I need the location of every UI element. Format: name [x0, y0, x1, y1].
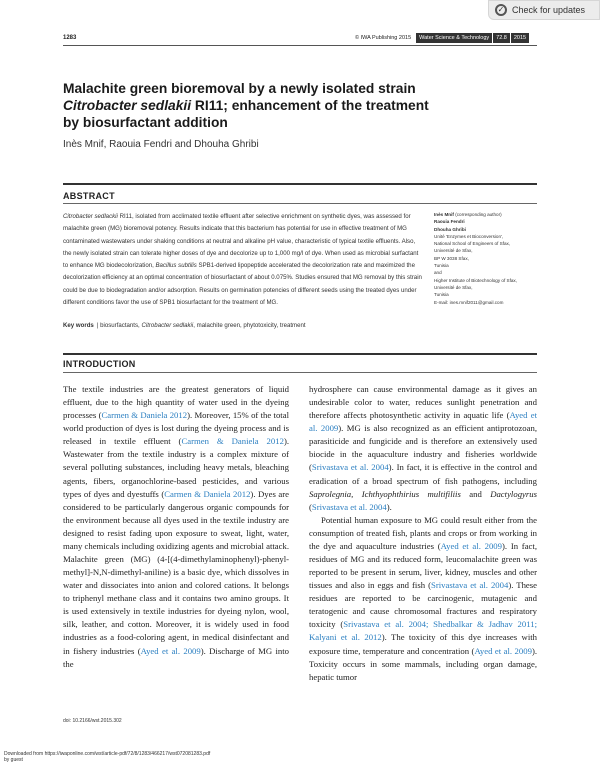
journal-year: 2015	[511, 33, 529, 43]
affil-author-2: Raouia Fendri	[434, 219, 465, 225]
abstract-top-rule	[63, 183, 537, 185]
keywords-species: Citrobacter sedlakii	[141, 322, 194, 329]
author-affiliations	[434, 211, 544, 306]
citation-link[interactable]: Srivastava et al. 2004; Shedbalkar & Jadhav 2011; Kalyani et al. 2012	[309, 619, 537, 643]
citation-link[interactable]: Srivastava et al. 2004	[311, 501, 387, 512]
text-run: The textile industries are the greatest generators of liquid effluent, due to the high quantity of water used in the dyeing processes (	[63, 384, 289, 421]
affil-line: and	[434, 270, 442, 276]
citation-link[interactable]: Ayed et al. 2009	[474, 645, 532, 656]
keywords	[63, 322, 443, 329]
affil-line: Université de Sfax,	[434, 248, 473, 254]
text-run: ). Discharge of MG into the	[63, 645, 289, 669]
intro-top-rule	[63, 353, 537, 355]
title-line-2: RI11; enhancement of the treatment	[191, 98, 429, 113]
text-run: ). MG is also recognized as an efficient antiprotozoan, parasiticide and fungicide and is therefore an extensively used biocide in the aquaculture industry and fisheries worldwide (	[309, 423, 537, 473]
citation-link[interactable]: Srivastava et al. 2004	[431, 580, 509, 591]
check-circle-icon: ✓	[495, 4, 507, 16]
title-line-1: Malachite green bioremoval by a newly isolated strain	[63, 81, 416, 96]
abstract-body	[63, 211, 425, 309]
text-run: ). Dyes are considered to be particularly dangerous organic compounds for the environment because all dyes used in the textile industry are designed to resist fading upon exposure to sweat, light, water, many chemicals including oxidizing agents and microbial attack. Malachite green (MG) (4-[(4-dimethylaminophenyl)-phenyl-methyl]-N,N-dimethyl-aniline) is a basic dye, which dissolves in water and dissociates into anion and colored cations. It belongs to triphenyl methane class and it contains two amino groups. It is used extensively in textile industries for dyeing nylon, wool, silk, leather, and cotton. Moreover, it is widely used in food industries as a food-coloring agent, in medical disinfectant and in fishery industries (	[63, 488, 289, 656]
affil-author-3: Dhouha Ghribi	[434, 226, 466, 232]
affil-line: BP W 3038 Sfax,	[434, 255, 469, 261]
keywords-post: , malachite green, phytotoxicity, treatment	[193, 322, 306, 329]
keywords-label: Key words	[63, 322, 94, 329]
footer-line-1: Downloaded from https://iwaponline.com/wst/article-pdf/72/8/1283/466217/wst072081283.pdf	[4, 751, 211, 757]
affil-email[interactable]: E-mail: ines.mnif2011@gmail.com	[434, 299, 504, 305]
text-run: ). The toxicity of this dye increases with exposure time, temperature and concentration (	[309, 632, 537, 656]
keywords-pre: | biosurfactants,	[96, 322, 142, 329]
affil-line: Unité 'Enzymes et Bioconversion',	[434, 233, 504, 239]
affil-author-1: Inès Mnif	[434, 212, 454, 217]
check-for-updates-badge[interactable]	[488, 0, 600, 20]
journal-name: Water Science & Technology	[416, 33, 492, 43]
abstract-species: Citrobacter sedlackii	[63, 213, 118, 220]
citation-link[interactable]: Srivastava et al. 2004	[311, 462, 389, 473]
species-name: Dactylogyrus	[490, 488, 537, 499]
text-run: ). Toxicity occurs in some mammals, including organ damage, hepatic tumor	[309, 645, 538, 682]
citation-link[interactable]: Carmen & Daniela 2012	[164, 488, 251, 499]
doi[interactable]: doi: 10.2166/wst.2015.302	[63, 718, 122, 724]
affil-line: Université de Sfax,	[434, 284, 473, 290]
text-run: hydrosphere can cause environmental damage as it gives an undesirable color to water, reduces sunlight penetration and therefore affects photosynthetic activity in aquatic life (	[309, 384, 537, 421]
abstract-part-1: RI11, isolated from acclimated textile effluent after selective enrichment on synthetic dyes, was assessed for malachite green (MG) bioremoval potency. Results indicate that this bacterium has potential for use in effective treatment of MG contaminated wastewaters under shaking conditions at neutral and alkaline pH value, characteristic of typical textile effluents. Also, the newly isolated strain can tolerate higher doses of dye and decolorize up to 1,000 mg/l of dye. When used as microbial surfactant to enhance MG biodecolorization,	[63, 213, 419, 270]
text-run: ). In fact, residues of MG and its reduced form, leucomalachite green was reported to be present in serum, liver, kidney, muscles and other tissues and also in eggs and fish (	[309, 540, 537, 591]
affil-line: Higher Institute of Biotechnology of Sfax,	[434, 277, 517, 283]
affil-line: National School of Engineers of Sfax,	[434, 241, 511, 247]
title-line-3: by biosurfactant addition	[63, 115, 228, 130]
citation-link[interactable]: Carmen & Daniela 2012	[181, 436, 284, 447]
publisher: © IWA Publishing 2015	[355, 35, 412, 41]
text-run: ). These residues are reported to be carcinogenic, mutagenic and teratogenic and cause chromosomal fractures and respiratory toxicity (	[309, 580, 538, 630]
page-number: 1283	[63, 35, 77, 41]
article-title	[63, 80, 463, 131]
header-divider	[63, 45, 537, 46]
download-footer	[4, 751, 210, 763]
author-list: Inès Mnif, Raouia Fendri and Dhouha Ghribi	[63, 139, 259, 150]
abstract-bacillus: Bacillus subtilis	[155, 262, 197, 270]
text-run: Potential human exposure to MG could result either from the consumption of treated fish, plants and crops or from working in the dye and aquaculture industries (	[309, 514, 537, 551]
affil-author-1-note: (corresponding author)	[453, 212, 502, 217]
text-run: ). In fact, it is effective in the control and eradication of a broad spectrum of fish pathogens, including	[309, 462, 537, 486]
affil-line: Tunisia	[434, 263, 449, 269]
species-name: Saprolegnia, Ichthyophthirius multifiliis	[309, 488, 461, 499]
affil-line: Tunisia	[434, 292, 449, 298]
footer-line-2: by guest	[4, 757, 23, 763]
intro-divider	[63, 372, 537, 373]
text-run: ).	[386, 501, 392, 512]
text-run: ). Moreover, 15% of the total world production of dyes is lost during the dyeing process and is released in textile effluent (	[63, 410, 289, 447]
text-run: and	[460, 488, 491, 499]
intro-column-left	[63, 383, 289, 671]
citation-link[interactable]: Carmen & Daniela 2012	[101, 410, 188, 421]
abstract-part-2: SPB1-derived lipopeptide accelerated the decolorization rate and maximized the decolorization efficiency at an optimal concentration of biosurfactant of about 0.075%. Studies ensured that MG removal by this strain could be due to biodegradation and/or adsorption. Results on germination potencies of different seeds using the treated dyes under different conditions favor the use of SPB1 biosurfactant for the treatment of MG.	[63, 262, 422, 307]
abstract-divider	[63, 203, 537, 204]
citation-link[interactable]: Ayed et al. 2009	[309, 410, 538, 434]
volume-issue: 72.8	[493, 33, 510, 43]
intro-heading: INTRODUCTION	[63, 359, 136, 369]
abstract-heading: ABSTRACT	[63, 191, 115, 201]
journal-header	[355, 33, 529, 43]
title-species: Citrobacter sedlakii	[63, 98, 192, 113]
citation-link[interactable]: Ayed et al. 2009	[440, 540, 502, 551]
badge-label: Check for updates	[512, 5, 586, 15]
text-run: ). Wastewater from the textile industry is a complex mixture of several polluting substances, including heavy metals, bleaching agents, fibers, organochlorine-based pesticides, and various types of dyes and dyestuffs (	[63, 436, 290, 499]
citation-link[interactable]: Ayed et al. 2009	[140, 645, 201, 656]
text-run: (	[309, 501, 312, 512]
intro-column-right	[309, 383, 537, 684]
